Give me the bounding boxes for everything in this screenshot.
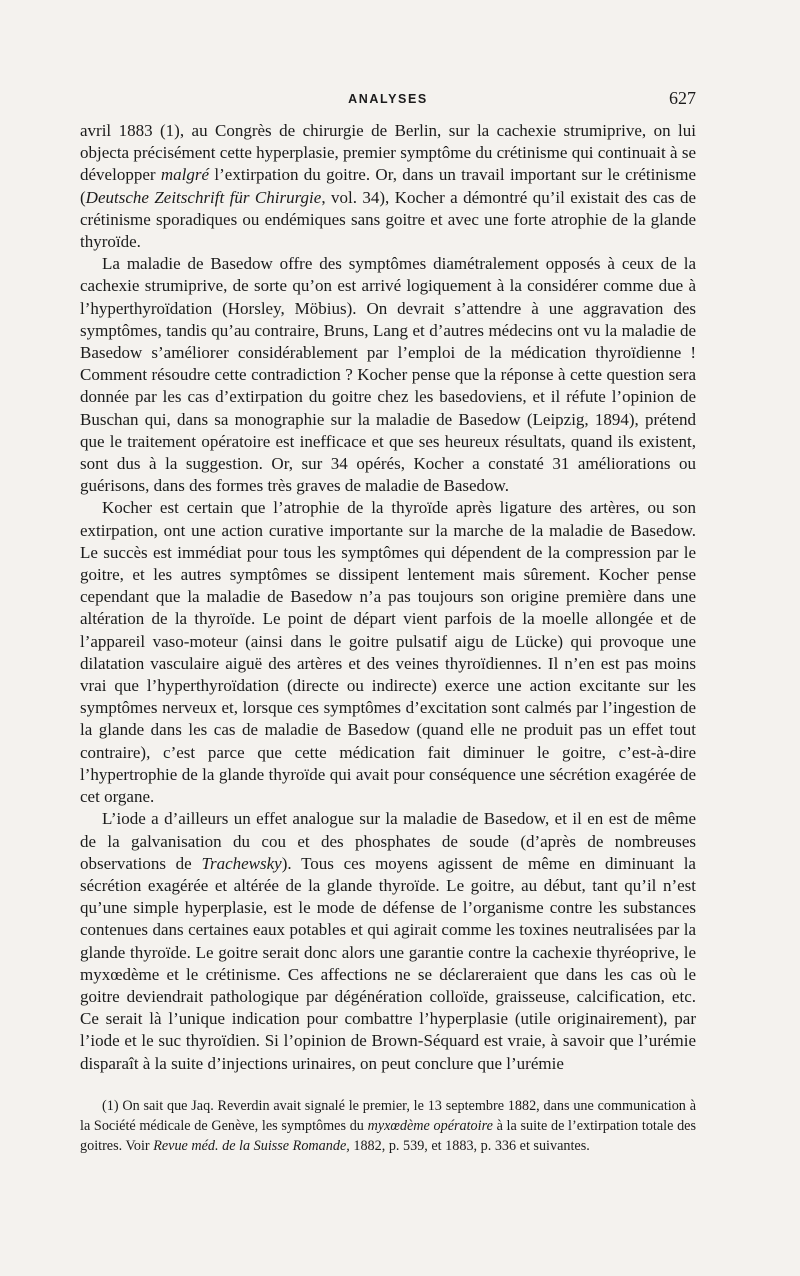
text-run: à la suite de l’extirpation totale des goitres. Voir <box>80 1117 696 1154</box>
paragraph-2 <box>80 253 696 497</box>
paragraph-4 <box>80 808 696 1074</box>
author-name: Trachewsky <box>201 853 282 873</box>
journal-title: Deutsche Zeitschrift für Chirurgie <box>85 187 322 207</box>
body-text <box>80 120 696 1075</box>
text-run: 1882, p. 539, et 1883, p. 336 et suivantes. <box>349 1137 590 1154</box>
journal-title: Revue méd. de la Suisse Romande, <box>153 1137 350 1154</box>
text-run: La maladie de Basedow offre des symptômes diamétralement opposés à ceux de la cachexie strumiprive, de sorte qu’on est arrivé logiquement à la considérer comme due à l’hyperthyroïdation (Horsley, Möbius). On devrait s’attendre à une aggravation des symptômes, tandis qu’au contraire, Bruns, Lang et d’autres médecins ont vu la maladie de Basedow s’améliorer considérablement par l’emploi de la médication thyroïdienne ! Comment résoudre cette contradiction ? Kocher pense que la réponse à cette question sera donnée par les cas d’extirpation du goitre chez les basedoviens, et il réfute l’opinion de Buschan qui, dans sa monographie sur la maladie de Basedow (Leipzig, 1894), prétend que le traitement opératoire est inefficace et que ses heureux résultats, quand ils existent, sont dus à la suggestion. Or, sur 34 opérés, Kocher a constaté 31 améliorations ou guérisons, dans des formes très graves de maladie de Basedow. <box>80 254 696 496</box>
paragraph-1 <box>80 120 696 253</box>
footnote <box>80 1097 696 1156</box>
text-run: ). Tous ces moyens agissent de même en diminuant la sécrétion exagérée et altérée de la glande thyroïde. Le goitre, au début, tant qu’il n’est qu’une simple hyperplasie, est le mode de défense de l’organisme contre les substances contenues dans certaines eaux potables et qui agirait comme les toxines neutralisées par la glande thyroïde. Le goitre serait donc alors une garantie contre la cachexie thyréoprive, le myxœdème et le crétinisme. Ces affections ne se déclareraient que dans les cas où le goitre deviendrait pathologique par dégénération colloïde, graisseuse, calcification, etc. Ce serait là l’unique indication pour combattre l’hyperplasie (utile originairement), par l’iode et le suc thyroïdien. Si l’opinion de Brown-Séquard est vraie, à savoir que l’urémie disparaît à la suite d’injections urinaires, on peut conclure que l’urémie <box>80 853 696 1073</box>
emphasis-malgre: malgré <box>160 165 210 185</box>
text-run: L’iode a d’ailleurs un effet analogue sur la maladie de Basedow, et il en est de même de la galvanisation du cou et des phosphates de soude (d’après de nombreuses observations de <box>80 809 696 873</box>
text-run: l’extirpation du goitre. Or, dans un travail important sur le crétinisme ( <box>80 165 696 207</box>
text-run: avril 1883 (1), au Congrès de chirurgie de Berlin, sur la cachexie strumiprive, on lui objecta précisément cette hyperplasie, premier symptôme du crétinisme qui continuait à se développer <box>80 121 696 185</box>
text-run: , vol. 34), Kocher a démontré qu’il existait des cas de crétinisme sporadiques ou endémiques sans goitre et avec une forte atrophie de la glande thyroïde. <box>80 187 696 252</box>
emphasis-myxoedeme: myxœdème opératoire <box>367 1117 493 1134</box>
running-head: ANALYSES <box>348 92 428 106</box>
paragraph-3 <box>80 497 696 808</box>
text-run: Kocher est certain que l’atrophie de la thyroïde après ligature des artères, ou son extirpation, ont une action curative importante sur la marche de la maladie de Basedow. Le succès est immédiat pour tous les symptômes qui dépendent de la compression par le goitre, et les autres symptômes se dissipent lentement mais sûrement. Kocher pense cependant que la maladie de Basedow n’a pas toujours son origine première dans une altération de la thyroïde. Le point de départ vient parfois de la moelle allongée et de l’appareil vaso-moteur (ainsi dans le goitre pulsatif aigu de Lücke) qui provoque une dilatation vasculaire aiguë des artères et des veines thyroïdiennes. Il n’en est pas moins vrai que l’hyperthyroïdation (directe ou indirecte) exerce une action excitante sur les symptômes nerveux et, lorsque ces symptômes d’excitation sont calmés par l’ingestion de la glande dans les cas de maladie de Basedow (quand elle ne produit pas un effet tout contraire), c’est parce que cette médication fait diminuer le goitre, c’est-à-dire l’hypertrophie de la glande thyroïde qui avait pour conséquence une sécrétion exagérée de cet organe. <box>80 498 696 807</box>
page-header <box>80 88 696 112</box>
text-run: (1) On sait que Jaq. Reverdin avait signalé le premier, le 13 septembre 1882, dans une communication à la Société médicale de Genève, les symptômes du <box>80 1098 696 1134</box>
page-number: 627 <box>669 88 696 108</box>
footnote-paragraph <box>80 1097 696 1156</box>
